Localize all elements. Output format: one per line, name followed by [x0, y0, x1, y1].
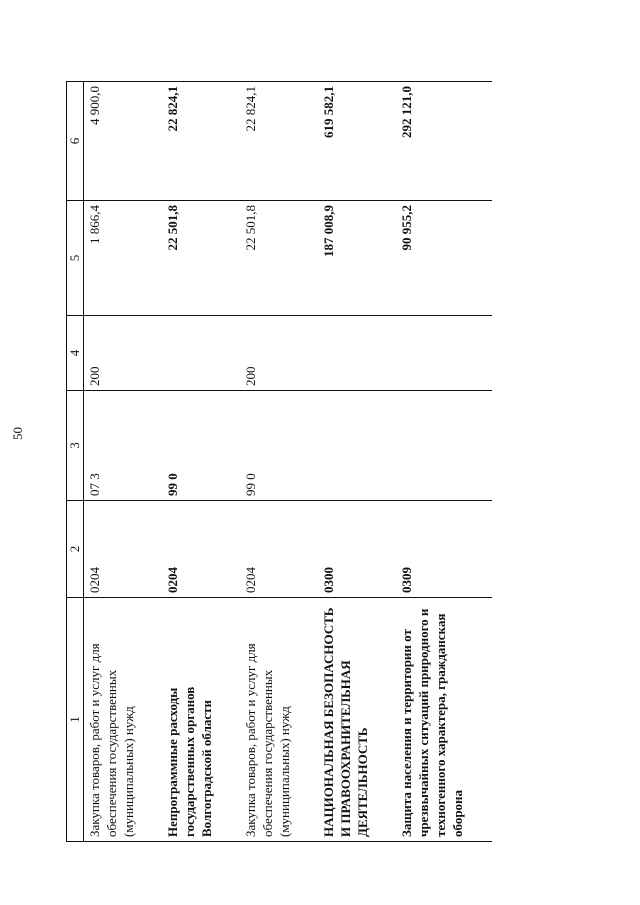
expense-type: 200: [240, 316, 318, 391]
header-col-5: 5: [67, 201, 84, 316]
program-code: [396, 391, 492, 501]
expense-type: [318, 316, 396, 391]
header-col-1: 1: [67, 598, 84, 842]
rotated-table-container: [66, 82, 604, 842]
table-row: [318, 82, 396, 842]
amount-col-5: 22 501,8: [162, 201, 240, 316]
program-code: [318, 391, 396, 501]
section-code: 0309: [396, 501, 492, 598]
header-col-4: 4: [67, 316, 84, 391]
row-name: Непрограммные расходы государственных органов Волгоградской области: [162, 598, 240, 842]
row-name: Закупка товаров, работ и услуг для обеспечения государственных (муниципальных) нужд: [84, 598, 163, 842]
table-header-row: [67, 82, 84, 842]
section-code: 0204: [240, 501, 318, 598]
amount-col-6: 4 900,0: [84, 82, 163, 201]
table-row: [240, 82, 318, 842]
row-name: Защита населения и территории от чрезвычайных ситуаций природного и техногенного характера, гражданская оборона: [396, 598, 492, 842]
table-row: [162, 82, 240, 842]
row-name: НАЦИОНАЛЬНАЯ БЕЗОПАСНОСТЬ И ПРАВООХРАНИТЕЛЬНАЯ ДЕЯТЕЛЬНОСТЬ: [318, 598, 396, 842]
amount-col-6: 22 824,1: [240, 82, 318, 201]
page-number: 50: [10, 427, 25, 440]
budget-table: [66, 81, 492, 842]
header-col-3: 3: [67, 391, 84, 501]
amount-col-6: 619 582,1: [318, 82, 396, 201]
amount-col-6: 22 824,1: [162, 82, 240, 201]
program-code: 99 0: [240, 391, 318, 501]
amount-col-5: 1 866,4: [84, 201, 163, 316]
amount-col-5: 22 501,8: [240, 201, 318, 316]
amount-col-5: 90 955,2: [396, 201, 492, 316]
section-code: 0300: [318, 501, 396, 598]
amount-col-6: 292 121,0: [396, 82, 492, 201]
table-row: [84, 82, 163, 842]
section-code: 0204: [162, 501, 240, 598]
row-name: Закупка товаров, работ и услуг для обеспечения государственных (муниципальных) нужд: [240, 598, 318, 842]
program-code: 99 0: [162, 391, 240, 501]
expense-type: [396, 316, 492, 391]
expense-type: 200: [84, 316, 163, 391]
section-code: 0204: [84, 501, 163, 598]
header-col-2: 2: [67, 501, 84, 598]
program-code: 07 3: [84, 391, 163, 501]
expense-type: [162, 316, 240, 391]
header-col-6: 6: [67, 82, 84, 201]
table-row: [396, 82, 492, 842]
amount-col-5: 187 008,9: [318, 201, 396, 316]
